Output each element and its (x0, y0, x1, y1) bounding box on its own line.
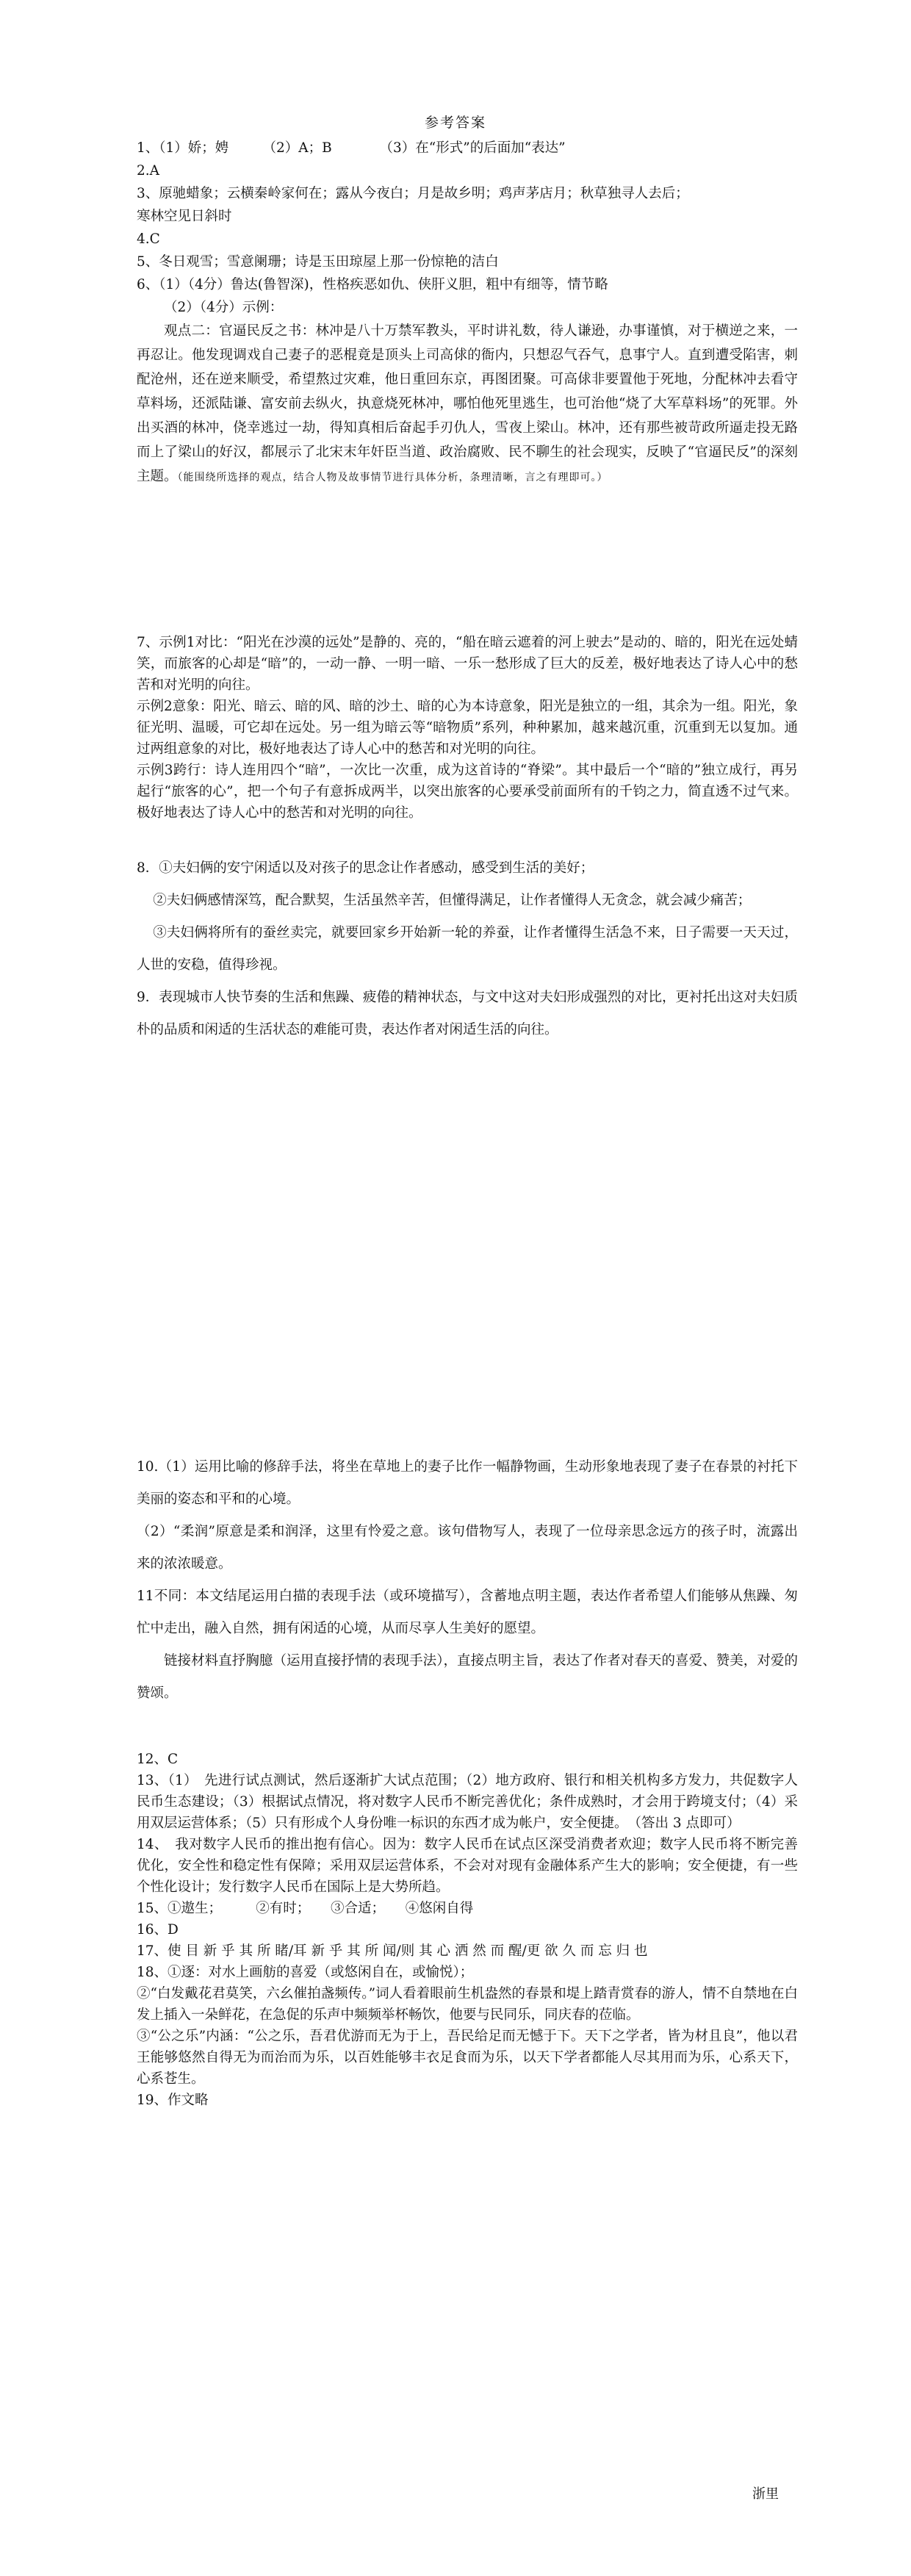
answer-18-3: ③“公之乐”内涵：“公之乐，吾君优游而无为于上，吾民给足而无憾于下。天下之学者，皆为材且良”，他以君王能够悠然自得无为而治而为乐，以百姓能够丰衣足食而为乐，以天下学者都能人尽其用而为乐，心系天下，心系苍生。 (137, 2029, 798, 2087)
answer-3-line1: 3、原驰蜡象；云横秦岭家何在；露从今夜白；月是故乡明；鸡声茅店月；秋草独寻人去后； (137, 186, 689, 201)
answer-8-3: ③夫妇俩将所有的蚕丝卖完，就要回家乡开始新一轮的养蚕，让作者懂得生活急不来，日子需要一天天过，人世的安稳，值得珍视。 (137, 925, 798, 973)
answer-6-2-label: （2）（4分）示例： (164, 300, 284, 315)
section-1 (137, 137, 798, 490)
answer-9: 9．表现城市人快节奏的生活和焦躁、疲倦的精神状态，与文中这对夫妇形成强烈的对比，更衬托出这对夫妇质朴的品质和闲适的生活状态的难能可贵，表达作者对闲适生活的向往。 (137, 990, 798, 1037)
page-title: 参考答案 (424, 115, 486, 131)
answer-8-2: ②夫妇俩感情深笃，配合默契，生活虽然辛苦，但懂得满足，让作者懂得人无贪念，就会减少痛苦； (153, 893, 752, 908)
section-2 (137, 632, 798, 824)
answer-7-example-2: 示例2意象：阳光、暗云、暗的风、暗的沙土、暗的心为本诗意象，阳光是独立的一组，其余为一组。阳光，象征光明、温暖，可它却在远处。另一组为暗云等“暗物质”系列，种种累加，越来越沉重，沉重到无以复加。通过两组意象的对比，极好地表达了诗人心中的愁苦和对光明的向往。 (137, 699, 798, 757)
answer-8-1: 8．①夫妇俩的安宁闲适以及对孩子的思念让作者感动，感受到生活的美好； (137, 860, 594, 876)
answer-18-2: ②“白发戴花君莫笑，六幺催拍盏频传。”词人看着眼前生机盎然的春景和堤上踏青赏春的游人，情不自禁地在白发上插入一朵鲜花，在急促的乐声中频频举杯畅饮，他要与民同乐，同庆春的莅临。 (137, 1986, 798, 2023)
answer-11-1: 11不同：本文结尾运用白描的表现手法（或环境描写），含蓄地点明主题，表达作者希望人们能够从焦躁、匆忙中走出，融入自然，拥有闲适的心境，从而尽享人生美好的愿望。 (137, 1589, 798, 1636)
answer-10-1: 10.（1）运用比喻的修辞手法，将坐在草地上的妻子比作一幅静物画，生动形象地表现了妻子在春景的衬托下美丽的姿态和平和的心境。 (137, 1459, 798, 1507)
answer-13: 13、（1） 先进行试点测试，然后逐渐扩大试点范围；（2）地方政府、银行和相关机构多方发力，共促数字人民币生态建设；（3）根据试点情况，将对数字人民币不断完善优化；条件成熟时，才会用于跨境支付；（4）采用双层运营体系；（5）只有形成个人身份唯一标识的东西才成为帐户，安全便捷。 （答出 3 点即可） (137, 1773, 798, 1831)
answer-5: 5、冬日观雪；雪意阑珊；诗是玉田琼屋上那一份惊艳的洁白 (137, 254, 499, 270)
answer-3-line2: 寒林空见日斜时 (137, 209, 232, 224)
answer-14: 14、 我对数字人民币的推出抱有信心。因为：数字人民币在试点区深受消费者欢迎；数字人民币将不断完善优化，安全性和稳定性有保障；采用双层运营体系，不会对对现有金融体系产生大的影响；安全便捷，有一些个性化设计；发行数字人民币在国际上是大势所趋。 (137, 1837, 798, 1895)
section-3 (137, 852, 798, 1046)
answer-19: 19、作文略 (137, 2093, 209, 2108)
answer-2: 2.A (137, 163, 160, 179)
answer-6-note: （能围绕所选择的观点，结合人物及故事情节进行具体分析，条理清晰，言之有理即可。） (177, 472, 608, 483)
answer-17: 17、使 目 新 乎 其 所 睹/耳 新 乎 其 所 闻/则 其 心 洒 然 而 醒/更 欲 久 而 忘 归 也 (137, 1943, 648, 1959)
answer-18-1: 18、①逐：对水上画舫的喜爱（或悠闲自在，或愉悦）； (137, 1965, 474, 1980)
answer-1: 1、（1）娇；娉 （2）A；B （3）在“形式”的后面加“表达” (137, 140, 566, 156)
section-4 (137, 1451, 798, 1710)
footer-mark: 浙里 (752, 2486, 779, 2502)
answer-10-2: （2）“柔润”原意是柔和润泽，这里有怜爱之意。该句借物写人，表现了一位母亲思念远方的孩子时，流露出来的浓浓暖意。 (137, 1524, 798, 1572)
answer-11-2: 链接材料直抒胸臆（运用直接抒情的表现手法），直接点明主旨，表达了作者对春天的喜爱、赞美，对爱的赞颂。 (137, 1653, 798, 1701)
answer-15: 15、①遨生； ②有时； ③合适； ④悠闲自得 (137, 1901, 474, 1916)
answer-16: 16、D (137, 1922, 179, 1938)
answer-7-example-3: 示例3跨行：诗人连用四个“暗”，一次比一次重，成为这首诗的“脊梁”。其中最后一个“暗的”独立成行，再另起行“旅客的心”，把一个句子有意拆成两半，以突出旅客的心要承受前面所有的千钧之力，简直透不过气来。极好地表达了诗人心中的愁苦和对光明的向往。 (137, 763, 798, 821)
section-5 (137, 1749, 798, 2111)
answer-6-essay-text: 观点二：官逼民反之书：林冲是八十万禁军教头，平时讲礼数，待人谦逊，办事谨慎，对于横逆之来，一再忍让。他发现调戏自己妻子的恶棍竟是顶头上司高俅的衙内，只想忍气吞气，息事宁人。直到遭受陷害，刺配沧州，还在逆来顺受，希望熬过灾难，他日重回东京，再图团聚。可高俅非要置他于死地，分配林冲去看守草料场，还派陆谦、富安前去纵火，执意烧死林冲，哪怕他死里逃生，也可治他“烧了大军草料场”的死罪。外出买酒的林冲，侥幸逃过一劫，得知真相后奋起手刃仇人，雪夜上梁山。林冲，还有那些被苛政所逼走投无路而上了梁山的好汉，都展示了北宋末年奸臣当道、政治腐败、民不聊生的社会现实，反映了“官逼民反”的深刻主题。 (137, 323, 798, 484)
answer-7-example-1: 7、示例1对比：“阳光在沙漠的远处”是静的、亮的，“船在暗云遮着的河上驶去”是动的、暗的，阳光在远处蜻笑，而旅客的心却是“暗”的，一动一静、一明一暗、一乐一愁形成了巨大的反差，极好地表达了诗人心中的愁苦和对光明的向往。 (137, 635, 798, 693)
answer-12: 12、C (137, 1752, 179, 1767)
answer-6-1: 6、（1）（4分）鲁达(鲁智深)，性格疾恶如仇、侠肝义胆，粗中有细等，情节略 (137, 277, 608, 292)
answer-4: 4.C (137, 231, 160, 247)
answer-6-essay (137, 319, 798, 490)
